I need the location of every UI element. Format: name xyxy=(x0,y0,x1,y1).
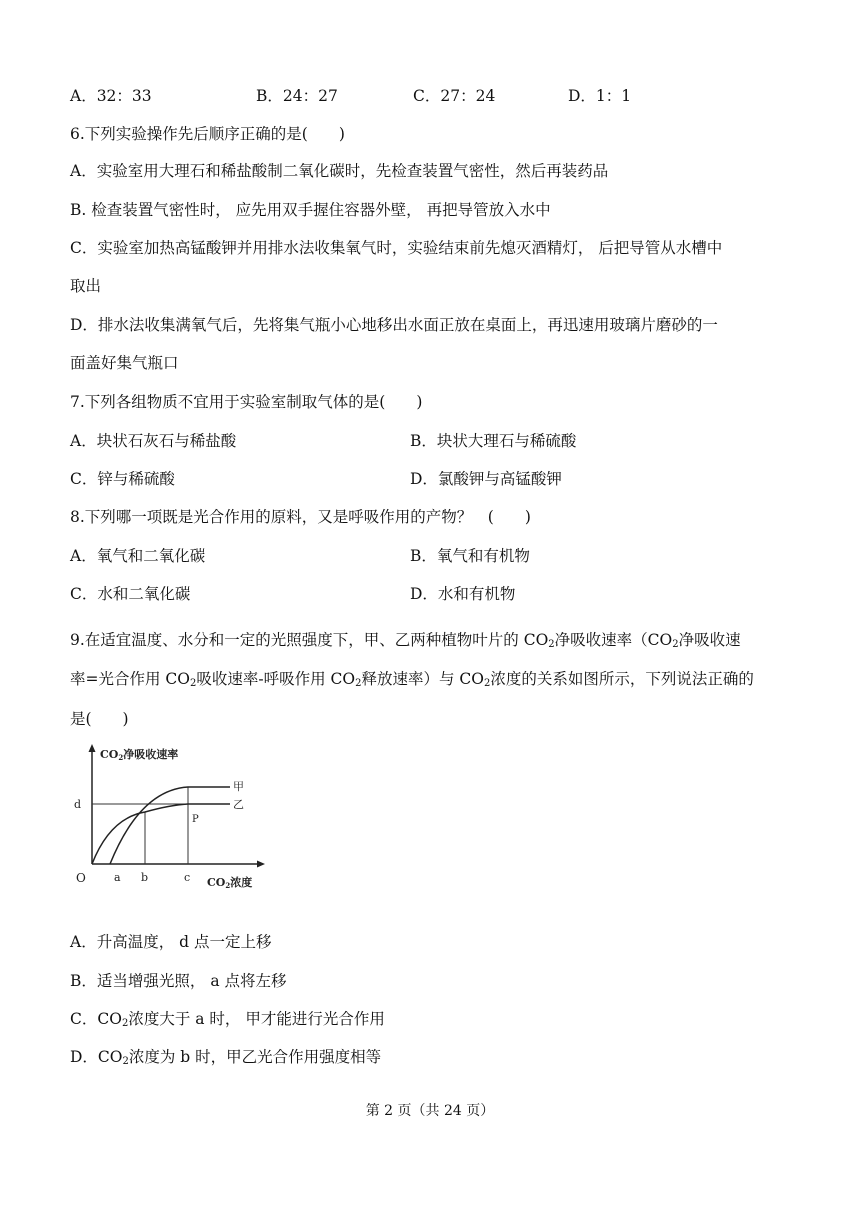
q6-option-d-line1: D．排水法收集满氧气后，先将集气瓶小心地移出水面正放在桌面上，再迅速用玻璃片磨砂的一 xyxy=(70,316,718,334)
q6-option-d-line2: 面盖好集气瓶口 xyxy=(70,354,179,372)
label-d: d xyxy=(74,798,82,811)
q7-option-b: B．块状大理石与稀硫酸 xyxy=(410,432,577,450)
q5-option-a: A．32：33 xyxy=(70,87,152,105)
q9-stem-line3: 是( ) xyxy=(70,710,129,728)
q8-stem: 8.下列哪一项既是光合作用的原料，又是呼吸作用的产物？ ( ) xyxy=(70,508,531,526)
curve-yi xyxy=(92,804,230,864)
q6-option-c-line1: C．实验室加热高锰酸钾并用排水法收集氧气时，实验结束前先熄灭酒精灯， 后把导管从水槽中 xyxy=(70,239,723,257)
label-a: a xyxy=(114,871,121,884)
q7-option-d: D．氯酸钾与高锰酸钾 xyxy=(410,470,562,488)
q6-option-c-line2: 取出 xyxy=(70,277,102,295)
q6-stem: 6.下列实验操作先后顺序正确的是( ) xyxy=(70,125,345,143)
q6-option-a: A．实验室用大理石和稀盐酸制二氧化碳时，先检查装置气密性，然后再装药品 xyxy=(70,162,609,180)
q8-option-d: D．水和有机物 xyxy=(410,585,516,603)
q9-stem-line1: 9.在适宜温度、水分和一定的光照强度下，甲、乙两种植物叶片的 $CO_2$净吸收速率（$CO_2$净吸收速 xyxy=(70,631,741,650)
q5-option-d: D．1：1 xyxy=(568,87,632,105)
q7-option-a: A．块状石灰石与稀盐酸 xyxy=(70,432,237,450)
co2-absorption-graph xyxy=(70,742,270,892)
q9-option-c: C．$CO_2$浓度大于 a 时， 甲才能进行光合作用 xyxy=(70,1010,385,1029)
q9-stem-line2: 率=光合作用 $CO_2$吸收速率-呼吸作用 $CO_2$释放速率）与 $CO_2$浓度的关系如图所示，下列说法正确的 xyxy=(70,670,754,689)
x-axis-arrow xyxy=(257,861,265,868)
q7-option-c: C．锌与稀硫酸 xyxy=(70,470,175,488)
label-origin: O xyxy=(76,871,86,885)
q8-option-c: C．水和二氧化碳 xyxy=(70,585,191,603)
label-p: P xyxy=(192,814,199,825)
y-axis-arrow xyxy=(89,744,96,752)
q9-option-a: A．升高温度， d 点一定上移 xyxy=(70,933,272,951)
curve-jia xyxy=(110,787,230,864)
label-yi: 乙 xyxy=(233,798,244,811)
y-axis-title: CO2净吸收速率 xyxy=(100,748,179,762)
q8-option-a: A．氧气和二氧化碳 xyxy=(70,547,206,565)
page-footer: 第 2 页（共 24 页） xyxy=(365,1103,495,1119)
label-jia: 甲 xyxy=(233,780,244,793)
q5-option-c: C．27：24 xyxy=(413,87,496,105)
q5-option-b: B．24：27 xyxy=(256,87,338,105)
q8-option-b: B．氧气和有机物 xyxy=(410,547,530,565)
label-c: c xyxy=(184,871,191,884)
x-axis-title: CO2浓度 xyxy=(207,876,253,890)
q7-stem: 7.下列各组物质不宜用于实验室制取气体的是( ) xyxy=(70,393,423,411)
q9-option-d: D．$CO_2$浓度为 b 时，甲乙光合作用强度相等 xyxy=(70,1048,382,1067)
q9-option-b: B．适当增强光照， a 点将左移 xyxy=(70,972,287,990)
label-b: b xyxy=(141,871,149,884)
q6-option-b: B. 检查装置气密性时， 应先用双手握住容器外壁， 再把导管放入水中 xyxy=(70,201,551,219)
